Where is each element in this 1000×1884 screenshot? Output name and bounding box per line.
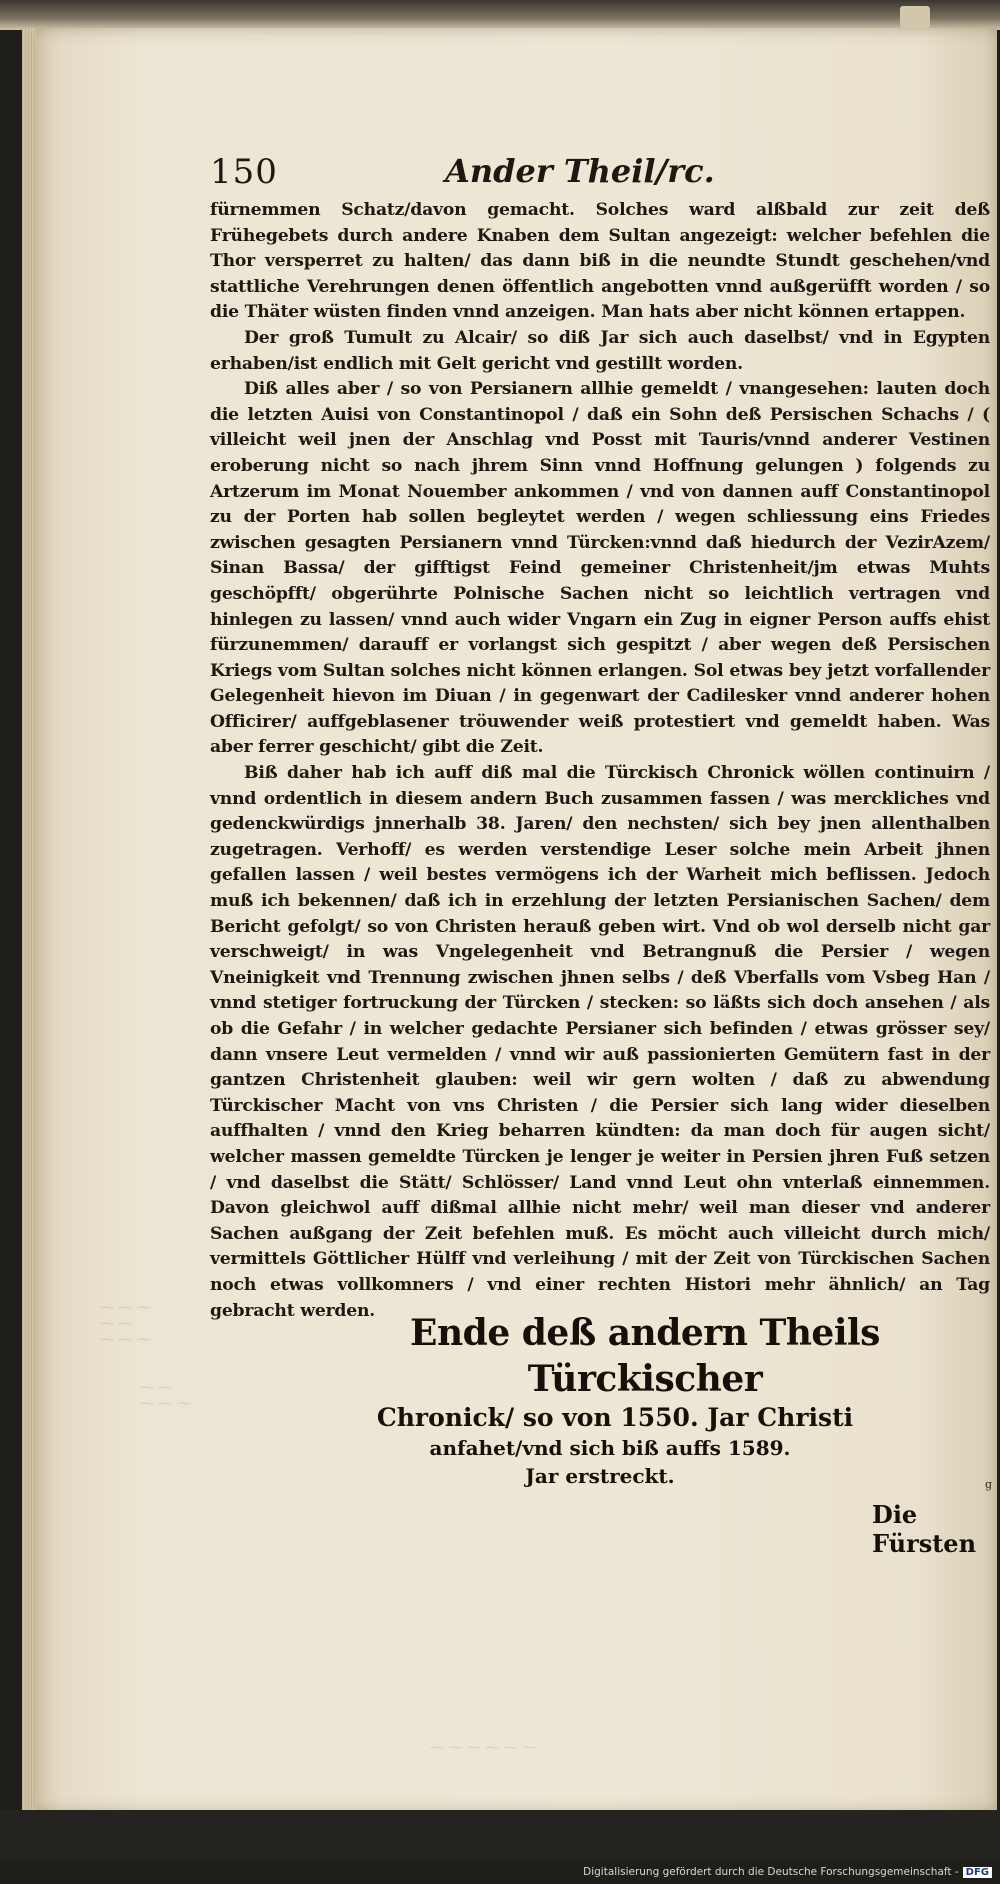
show-through-marks-2: ⁓ ⁓ ⁓ ⁓ ⁓ <box>140 1380 191 1412</box>
top-binding-strip <box>0 0 1000 30</box>
page-number: 150 <box>210 152 278 192</box>
paragraph-2: Der groß Tumult zu Alcair/ so diß Jar sich auch daselbst/ vnd in Egypten erhaben/ist endlich mit Gelt gericht vnd gestillt worden. <box>210 327 990 374</box>
colophon-line-4: Jar erstreckt. <box>525 1464 675 1488</box>
digitization-credit <box>583 1866 992 1878</box>
show-through-marks: ⁓ ⁓ ⁓ ⁓ ⁓ ⁓ ⁓ ⁓ <box>100 1300 151 1348</box>
catchword: Die Fürsten <box>872 1500 977 1558</box>
colophon <box>345 1310 945 1490</box>
colophon-line-2: Chronick/ so von 1550. Jar Christi <box>376 1403 854 1432</box>
page-header <box>210 152 990 198</box>
page-gutter-edge <box>22 28 36 1813</box>
paper-tab <box>900 6 930 28</box>
bottom-binding-strip <box>0 1810 1000 1860</box>
show-through-marks-3: ⁓ ⁓ ⁓ ⁓ ⁓ ⁓ <box>430 1740 537 1756</box>
main-text-block <box>210 152 990 1324</box>
paragraph-1: fürnemmen Schatz/davon gemacht. Solches ward alßbald zur zeit deß Frühegebets durch andere Knaben dem Sultan angezeigt: welcher befehlen die Thor versperret zu halten/ das dann biß in die neundte Stundt geschehen/vnd stattliche Verehrungen denen öffentlich angebotten vnnd außgerüfft worden / so die Thäter wüsten finden vnnd anzeigen. Man hats aber nicht können ertappen. <box>210 200 990 323</box>
paragraph-3: Diß alles aber / so von Persianern allhie gemeldt / vnangesehen: lauten doch die letzten Auisi von Constantinopol / daß ein Sohn deß Persischen Schachs / ( villeicht weil jnen der Anschlag vnd Posst mit Tauris/vnnd anderer Vestinen eroberung nicht so nach jhrem Sinn vnnd Hoffnung gelungen ) folgends zu Artzerum im Monat Nouember ankommen / vnd von dannen auff Constantinopol zu der Porten hab sollen begleytet werden / wegen schliessung eins Friedes zwischen gesagten Persianern vnnd Türcken:vnnd daß hiedurch der VezirAzem/ Sinan Bassa/ der gifftigst Feind gemeiner Christenheit/jm etwas Muhts geschöpfft/ obgerührte Polnische Sachen nicht so leichtlich vertragen vnd hinlegen zu lassen/ vnnd auch wider Vngarn ein Zug in eigner Person auffs ehist fürzunemmen/ darauff er vorlangst sich gespitzt / aber wegen deß Persischen Kriegs vom Sultan solches nicht können erlangen. Sol etwas bey jetzt vorfallender Gelegenheit hievon im Diuan / in gegenwart der Cadilesker vnnd anderer hohen Officirer/ auffgeblasener tröuwender weiß protestiert vnd gemeldt haben. Was aber ferrer geschicht/ gibt die Zeit. <box>210 379 990 758</box>
paragraph-4: Biß daher hab ich auff diß mal die Türckisch Chronick wöllen continuirn / vnnd ordentlich in diesem andern Buch zusammen fassen / was merckliches vnd gedenckwürdigs jnnerhalb 38. Jaren/ den nechsten/ sich bey jnen allenthalben zugetragen. Verhoff/ es werden verstendige Leser solche mein Arbeit jhnen gefallen lassen / weil bestes vermögens ich der Warheit mich beflissen. Jedoch muß ich bekennen/ daß ich in erzehlung der letzten Persianischen Sachen/ dem Bericht gefolgt/ so von Christen herauß geben wirt. Vnd ob wol derselb nicht gar verschweigt/ in was Vngelegenheit vnd Betrangnuß die Persier / wegen Vneinigkeit vnd Trennung zwischen jhnen selbs / deß Vberfalls vom Vsbeg Han / vnnd stetiger fortruckung der Türcken / stecken: so läßts sich doch ansehen / als ob die Gefahr / in welcher gedachte Persianer sich befinden / etwas grösser sey/ dann vnsere Leut vermelden / vnnd wir auß passionierten Gemütern fast in der gantzen Christenheit glauben: weil wir gern wolten / daß zu abwendung Türckischer Macht von vns Christen / die Persier sich lang wider dieselben auffhalten / vnnd den Krieg beharren kündten: da man doch für augen sicht/ welcher massen gemeldte Türcken je lenger je weiter in Persien jhren Fuß setzen / vnd daselbst die Stätt/ Schlösser/ Land vnnd Leut ohn vnterlaß einnemmen. Davon gleichwol auff dißmal allhie nicht mehr/ weil man dieser vnd anderer Sachen außgang der Zeit befehlen muß. Es möcht auch villeicht durch mich/ vermittels Göttlicher Hülff vnd verleihung / mit der Zeit von Türckischen Sachen noch etwas vollkomners / vnd einer rechten Histori mehr ähnlich/ an Tag gebracht werden. <box>210 763 990 1321</box>
signature-mark: g <box>985 1478 993 1491</box>
colophon-line-1: Ende deß andern Theils Türckischer <box>410 1312 880 1400</box>
credit-text: Digitalisierung gefördert durch die Deutsche Forschungsgemeinschaft - <box>583 1866 959 1878</box>
colophon-line-3: anfahet/vnd sich biß auffs 1589. <box>429 1436 791 1460</box>
running-head: Ander Theil/rc. <box>445 152 715 190</box>
body-text <box>210 198 990 1324</box>
dfg-logo: DFG <box>963 1867 992 1878</box>
